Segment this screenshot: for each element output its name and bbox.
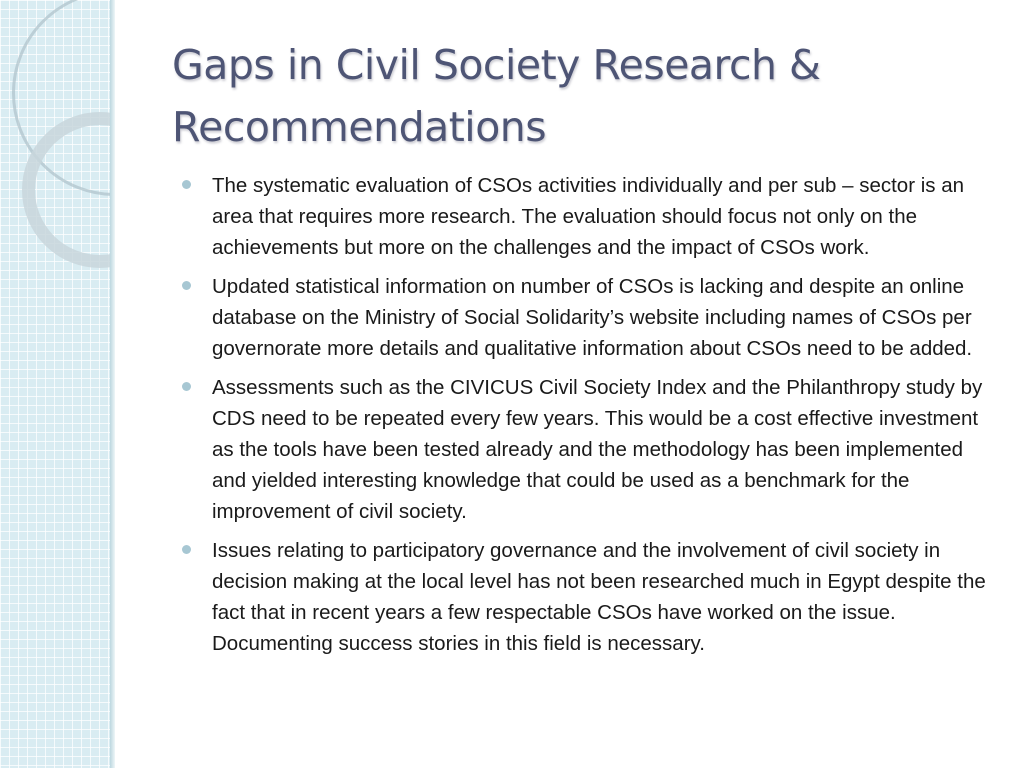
- bullet-item: [172, 271, 990, 364]
- decorative-side-panel: [0, 0, 113, 768]
- side-panel-edge: [110, 0, 115, 768]
- bullet-text: Updated statistical information on number of CSOs is lacking and despite an online database on the Ministry of Social Solidarity’s website including names of CSOs per governorate more details and qualitative information about CSOs need to be added.: [212, 275, 973, 360]
- bullet-text: Issues relating to participatory governance and the involvement of civil society in decision making at the local level has not been researched much in Egypt despite the fact that in recent years a few respectable CSOs have worked on the issue. Documenting success stories in this field is necessary.: [212, 539, 986, 655]
- bullet-dot-icon: [182, 545, 191, 554]
- bullet-text: Assessments such as the CIVICUS Civil Society Index and the Philanthropy study by CDS need to be repeated every few years. This would be a cost effective investment as the tools have been tested already and the methodology has been implemented and yielded interesting knowledge that could be used as a benchmark for the improvement of civil society.: [212, 376, 983, 523]
- bullet-dot-icon: [182, 281, 191, 290]
- slide-title: Gaps in Civil Society Research & Recommendations: [172, 41, 821, 151]
- bullet-list: [172, 170, 990, 667]
- bullet-dot-icon: [182, 180, 191, 189]
- bullet-item: [172, 170, 990, 263]
- bullet-item: [172, 372, 990, 527]
- bullet-item: [172, 535, 990, 659]
- bullet-text: The systematic evaluation of CSOs activities individually and per sub – sector is an area that requires more research. The evaluation should focus not only on the achievements but more on the challenges and the impact of CSOs work.: [212, 174, 965, 259]
- bullet-dot-icon: [182, 382, 191, 391]
